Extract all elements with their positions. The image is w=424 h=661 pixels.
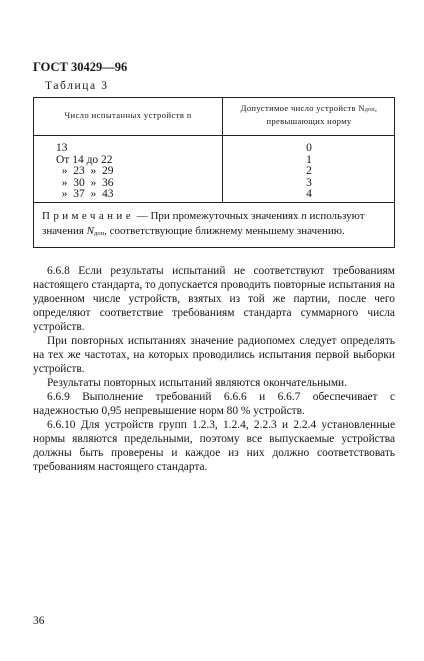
note-text-c: , соответствующие ближнему меньшему значению. xyxy=(104,225,345,237)
column-header-tested-count: Число испытанных устройств n xyxy=(64,110,192,120)
table-cell-value: 1 xyxy=(306,153,312,166)
paragraph-6-6-10: 6.6.10 Для устройств групп 1.2.3, 1.2.4, 2.2.3 и 2.2.4 установленные нормы являются предельными, поэтому все выпускаемые устройства должны быть проверены и каждое из них должно соответствовать требованиям настоящего стандарта. xyxy=(33,419,395,473)
body-text xyxy=(33,264,395,474)
column-header-allowed-count xyxy=(223,103,395,127)
page-number: 36 xyxy=(33,615,45,627)
column-header-allowed-count-line2: превышающих норму xyxy=(266,116,352,126)
table-cell-value: 2 xyxy=(306,165,312,178)
note-label: Примечание xyxy=(42,210,134,222)
table-cell-range: » 37 » 43 xyxy=(56,188,114,201)
tested-count-column xyxy=(56,143,206,201)
column-header-comma: , xyxy=(374,103,378,113)
column-header-allowed-count-text: Допустимое число устройств N xyxy=(240,103,365,113)
table-caption: Таблица 3 xyxy=(45,80,109,92)
table-cell-range: » 23 » 29 xyxy=(56,165,114,178)
note-variable-N: N xyxy=(86,225,95,237)
table-cell-range: 13 xyxy=(56,142,68,154)
paragraph-final-results: Результаты повторных испытаний являются окончательными. xyxy=(47,377,347,389)
table-3 xyxy=(33,97,395,248)
note-variable-subscript: доп xyxy=(94,230,105,237)
note-text-b: используют значения xyxy=(42,210,365,237)
table-cell-range: » 30 » 36 xyxy=(56,176,114,189)
note-text-a: — При промежуточных значениях xyxy=(133,210,302,222)
table-note xyxy=(42,209,392,241)
table-cell-range: От 14 до 22 xyxy=(56,153,113,166)
column-header-subscript: доп xyxy=(364,107,375,113)
standard-header: ГОСТ 30429—96 xyxy=(33,60,128,74)
paragraph-6-6-9: 6.6.9 Выполнение требований 6.6.6 и 6.6.7 обеспечивает с надежностью 0,95 непревышение норм 80 % устройств. xyxy=(33,391,395,417)
note-variable-n: n xyxy=(301,210,307,222)
paragraph-repeat-tests: При повторных испытаниях значение радиопомех следует определять на тех же частотах, на которых проводились испытания первой выборки устройств. xyxy=(33,335,395,375)
allowed-count-column xyxy=(223,143,395,201)
table-cell-value: 3 xyxy=(306,176,312,189)
table-cell-value: 0 xyxy=(306,142,312,154)
table-cell-value: 4 xyxy=(306,188,312,201)
note-separator xyxy=(34,202,394,203)
paragraph-6-6-8: 6.6.8 Если результаты испытаний не соответствуют требованиям настоящего стандарта, то допускается проводить повторные испытания на удвоенном числе устройств, взятых из той же партии, после чего определяют соответствие требованиям стандарта суммарного числа устройств. xyxy=(33,265,395,333)
